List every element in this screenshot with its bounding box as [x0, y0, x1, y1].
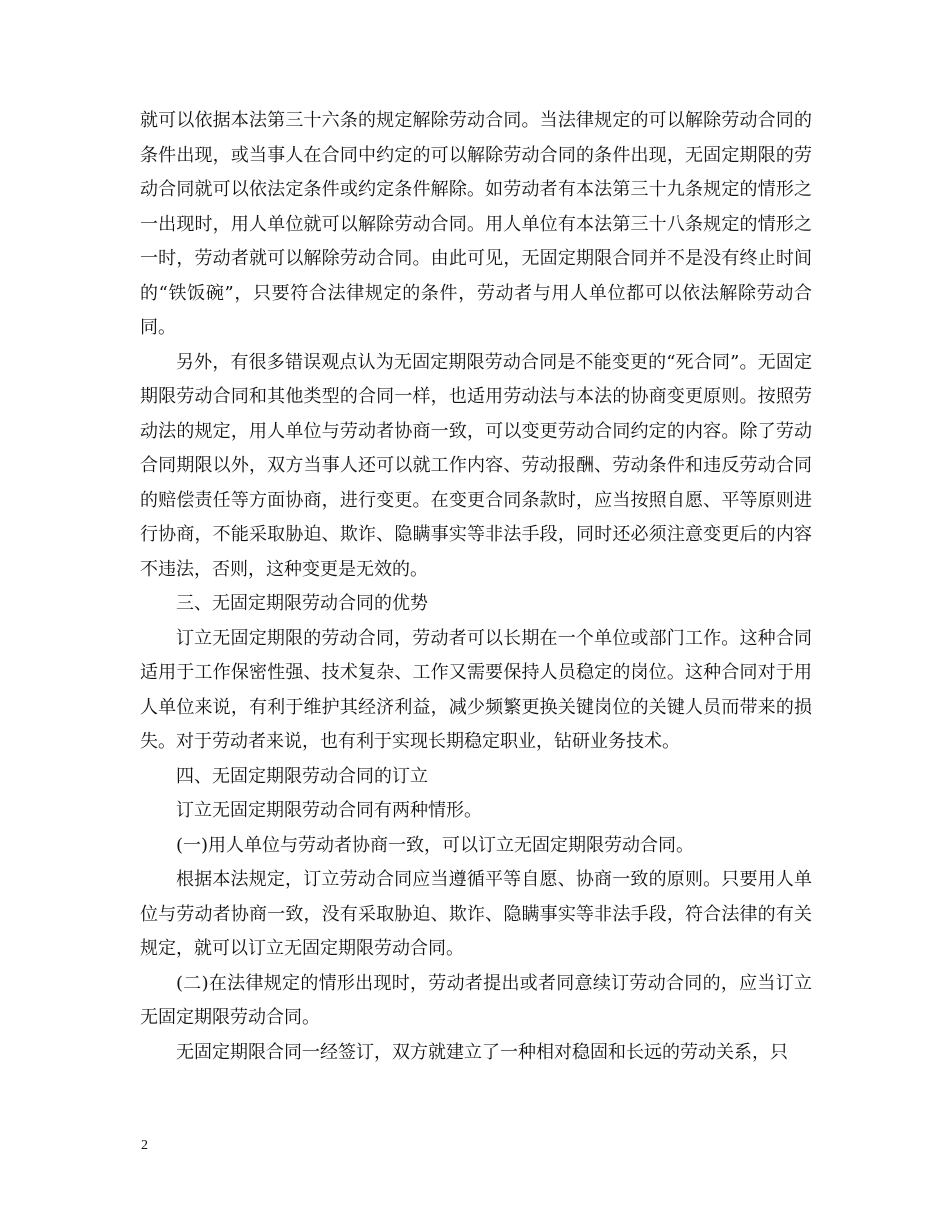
- paragraph-contract-modification: 另外，有很多错误观点认为无固定期限劳动合同是不能变更的“死合同”。无固定期限劳动合同和其他类型的合同一样，也适用劳动法与本法的协商变更原则。按照劳动法的规定，用人单位与劳动者协商一致，可以变更劳动合同约定的内容。除了劳动合同期限以外，双方当事人还可以就工作内容、劳动报酬、劳动条件和违反劳动合同的赔偿责任等方面协商，进行变更。在变更合同条款时，应当按照自愿、平等原则进行协商，不能采取胁迫、欺诈、隐瞒事实等非法手段，同时还必须注意变更后的内容不违法，否则，这种变更是无效的。: [140, 351, 812, 580]
- paragraph-mutual-agreement: 根据本法规定，订立劳动合同应当遵循平等自愿、协商一致的原则。只要用人单位与劳动者协商一致，没有采取胁迫、欺诈、隐瞒事实等非法手段，符合法律的有关规定，就可以订立无固定期限劳动合同。: [140, 869, 812, 959]
- section-heading-conclusion: 四、无固定期限劳动合同的订立: [176, 765, 428, 787]
- subsection-one: (一)用人单位与劳动者协商一致，可以订立无固定期限劳动合同。: [176, 834, 695, 856]
- paragraph-continuation: 就可以依据本法第三十六条的规定解除劳动合同。当法律规定的可以解除劳动合同的条件出现，或当事人在合同中约定的可以解除劳动合同的条件出现，无固定期限的劳动合同就可以依法定条件或约定条件解除。如劳动者有本法第三十九条规定的情形之一出现时，用人单位就可以解除劳动合同。用人单位有本法第三十八条规定的情形之一时，劳动者就可以解除劳动合同。由此可见，无固定期限合同并不是没有终止时间的“铁饭碗”，只要符合法律规定的条件，劳动者与用人单位都可以依法解除劳动合同。: [140, 110, 812, 338]
- document-page: [140, 104, 812, 1070]
- paragraph-stable-relationship: 无固定期限合同一经签订，双方就建立了一种相对稳固和长远的劳动关系，只: [176, 1041, 788, 1063]
- page-number: 2: [141, 1138, 148, 1153]
- subsection-two: (二)在法律规定的情形出现时，劳动者提出或者同意续订劳动合同的，应当订立无固定期限劳动合同。: [140, 972, 812, 1028]
- section-heading-advantages: 三、无固定期限劳动合同的优势: [176, 593, 428, 614]
- paragraph-two-situations: 订立无固定期限劳动合同有两种情形。: [176, 800, 482, 821]
- paragraph-advantages: 订立无固定期限的劳动合同，劳动者可以长期在一个单位或部门工作。这种合同适用于工作保密性强、技术复杂、工作又需要保持人员稳定的岗位。这种合同对于用人单位来说，有利于维护其经济利益，减少频繁更换关键岗位的关键人员而带来的损失。对于劳动者来说，也有利于实现长期稳定职业，钻研业务技术。: [140, 627, 812, 752]
